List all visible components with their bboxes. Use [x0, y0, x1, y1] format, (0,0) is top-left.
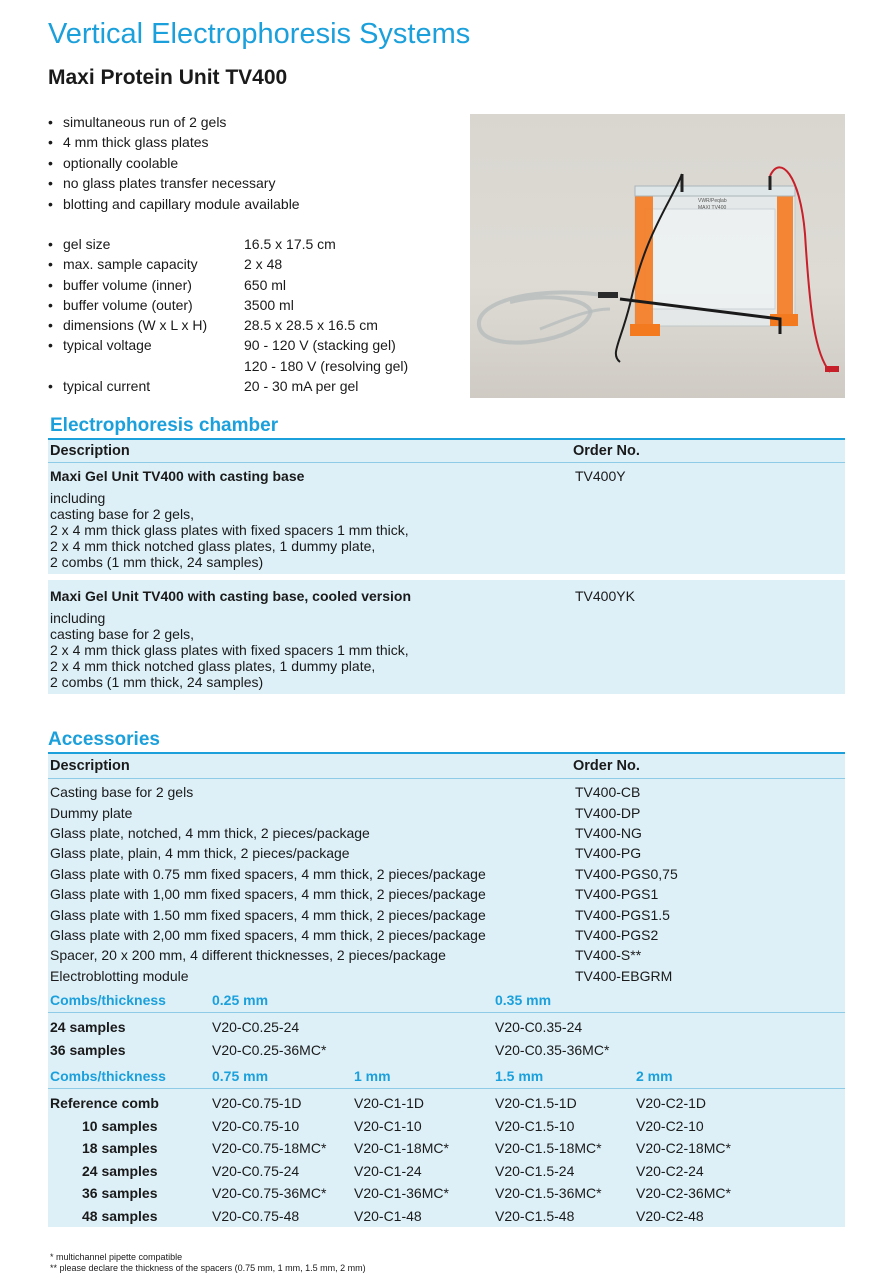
accessory-order-no: TV400-NG: [575, 824, 642, 841]
comb-samples: 36 samples: [50, 1041, 126, 1058]
comb-order-no: V20-C0.75-18MC*: [212, 1140, 327, 1157]
spec-label: • max. sample capacity: [48, 254, 244, 274]
accessory-desc: Spacer, 20 x 200 mm, 4 different thicknesses, 2 pieces/package: [50, 947, 446, 964]
accessories-table-header: [48, 754, 845, 779]
chamber-section-title: Electrophoresis chamber: [50, 415, 279, 436]
product-contents: [50, 490, 843, 570]
comb-order-no: V20-C1-24: [354, 1162, 422, 1179]
comb-order-no: V20-C2-36MC*: [636, 1185, 731, 1202]
feature-item: • optionally coolable: [48, 153, 300, 173]
spec-row: [48, 335, 408, 355]
accessory-desc: Glass plate with 1.50 mm fixed spacers, 4 mm thick, 2 pieces/package: [50, 906, 486, 923]
comb-samples: 36 samples: [82, 1185, 158, 1202]
comb-order-no: V20-C1-1D: [354, 1095, 425, 1112]
comb-order-no: V20-C1.5-24: [495, 1162, 575, 1179]
comb-row: [48, 1159, 845, 1182]
comb-samples: Reference comb: [50, 1095, 159, 1112]
comb-order-no: V20-C0.75-10: [212, 1117, 300, 1134]
comb-order-no: V20-C2-10: [636, 1117, 704, 1134]
content-line: 2 combs (1 mm thick, 24 samples): [50, 554, 264, 570]
combs-col-thickness: 0.75 mm: [212, 1068, 269, 1085]
comb-order-no: V20-C1.5-10: [495, 1117, 575, 1134]
accessory-order-no: TV400-PGS1: [575, 886, 659, 903]
spec-value: 120 - 180 V (resolving gel): [244, 357, 409, 374]
comb-samples: 24 samples: [50, 1019, 126, 1036]
accessory-row: [48, 843, 845, 863]
spec-row: [48, 275, 408, 295]
spec-label: • buffer volume (inner): [48, 275, 244, 295]
feature-item: • 4 mm thick glass plates: [48, 132, 300, 152]
accessories-table: [48, 754, 845, 1227]
page-title: Vertical Electrophoresis Systems: [48, 18, 471, 50]
comb-order-no: V20-C1-10: [354, 1117, 422, 1134]
comb-order-no: V20-C1.5-48: [495, 1207, 575, 1224]
comb-row: [48, 1016, 845, 1039]
product-contents: [50, 610, 843, 690]
product-name: Maxi Gel Unit TV400 with casting base: [50, 468, 305, 484]
combs-header-thin: [48, 989, 845, 1013]
combs-col-thickness: 1.5 mm: [495, 1068, 544, 1085]
spec-label: • buffer volume (outer): [48, 295, 244, 315]
spec-value: 90 - 120 V (stacking gel): [244, 337, 396, 354]
accessory-row: [48, 864, 845, 884]
col-order-no: Order No.: [573, 443, 640, 459]
spec-value: 2 x 48: [244, 256, 283, 273]
content-line: 2 x 4 mm thick glass plates with fixed spacers 1 mm thick,: [50, 642, 409, 658]
comb-row: [48, 1182, 845, 1205]
accessory-order-no: TV400-PGS1.5: [575, 906, 670, 923]
product-order-no: TV400Y: [575, 468, 626, 484]
accessory-desc: Electroblotting module: [50, 967, 189, 984]
feature-item: • no glass plates transfer necessary: [48, 173, 300, 193]
spec-value: 28.5 x 28.5 x 16.5 cm: [244, 317, 378, 334]
product-photo: [470, 114, 845, 398]
combs-col-thickness: 0.35 mm: [495, 992, 552, 1009]
feature-list: [48, 112, 300, 214]
accessory-desc: Glass plate, plain, 4 mm thick, 2 pieces/package: [50, 845, 350, 862]
spec-value: 16.5 x 17.5 cm: [244, 236, 336, 252]
comb-row: [48, 1114, 845, 1137]
accessory-desc: Glass plate with 1,00 mm fixed spacers, 4 mm thick, 2 pieces/package: [50, 886, 486, 903]
content-line: 2 combs (1 mm thick, 24 samples): [50, 674, 264, 690]
spec-label: • dimensions (W x L x H): [48, 315, 244, 335]
accessory-desc: Glass plate with 0.75 mm fixed spacers, 4 mm thick, 2 pieces/package: [50, 865, 486, 882]
comb-row: [48, 1204, 845, 1227]
combs-header-thick: [48, 1065, 845, 1089]
product-subtitle: Maxi Protein Unit TV400: [48, 66, 288, 89]
spec-list: [48, 234, 408, 396]
accessory-row: [48, 966, 845, 986]
feature-item: • simultaneous run of 2 gels: [48, 112, 300, 132]
accessory-order-no: TV400-PGS0,75: [575, 865, 678, 882]
chamber-table: [48, 440, 845, 694]
comb-order-no: V20-C1.5-36MC*: [495, 1185, 602, 1202]
content-line: 2 x 4 mm thick notched glass plates, 1 dummy plate,: [50, 658, 376, 674]
spec-label: [48, 356, 244, 376]
accessory-row: [48, 823, 845, 843]
accessory-order-no: TV400-PG: [575, 845, 642, 862]
comb-samples: 18 samples: [82, 1140, 158, 1157]
footnote: * multichannel pipette compatible: [50, 1252, 183, 1262]
spec-row: [48, 356, 408, 376]
photo-brand-label: VWR/Peqlab: [698, 198, 727, 204]
comb-order-no: V20-C0.75-36MC*: [212, 1185, 327, 1202]
comb-order-no: V20-C2-1D: [636, 1095, 707, 1112]
spec-label: • typical current: [48, 376, 244, 396]
comb-order-no: V20-C1.5-1D: [495, 1095, 577, 1112]
comb-row: [48, 1038, 845, 1061]
accessory-row: [48, 782, 845, 802]
comb-row: [48, 1137, 845, 1160]
accessory-desc: Glass plate, notched, 4 mm thick, 2 pieces/package: [50, 824, 370, 841]
accessory-row: [48, 884, 845, 904]
comb-order-no: V20-C2-18MC*: [636, 1140, 731, 1157]
spec-value: 650 ml: [244, 276, 287, 293]
comb-order-no: V20-C0.25-36MC*: [212, 1041, 327, 1058]
spec-value: 3500 ml: [244, 296, 294, 313]
comb-order-no: V20-C0.35-36MC*: [495, 1041, 610, 1058]
content-line: 2 x 4 mm thick glass plates with fixed spacers 1 mm thick,: [50, 522, 409, 538]
accessory-order-no: TV400-CB: [575, 784, 641, 801]
product-name: Maxi Gel Unit TV400 with casting base, cooled version: [50, 588, 411, 604]
spec-row: [48, 315, 408, 335]
content-line: 2 x 4 mm thick notched glass plates, 1 dummy plate,: [50, 538, 376, 554]
spec-label: • gel size: [48, 234, 244, 254]
comb-order-no: V20-C1-48: [354, 1207, 422, 1224]
col-description: Description: [50, 443, 130, 459]
comb-order-no: V20-C1-18MC*: [354, 1140, 449, 1157]
accessory-order-no: TV400-PGS2: [575, 926, 659, 943]
comb-order-no: V20-C0.35-24: [495, 1019, 583, 1036]
combs-col-thickness: 2 mm: [636, 1068, 673, 1085]
combs-col-thickness: 1 mm: [354, 1068, 391, 1085]
comb-order-no: V20-C1-36MC*: [354, 1185, 449, 1202]
spec-row: [48, 254, 408, 274]
content-line: including: [50, 490, 106, 506]
footnotes: [50, 1252, 366, 1274]
spec-value: 20 - 30 mA per gel: [244, 378, 359, 395]
accessory-row: [48, 945, 845, 965]
accessory-desc: Casting base for 2 gels: [50, 784, 194, 801]
accessory-order-no: TV400-S**: [575, 947, 642, 964]
col-description: Description: [50, 758, 130, 774]
combs-col-label: Combs/thickness: [50, 1068, 166, 1085]
accessory-desc: Glass plate with 2,00 mm fixed spacers, 4 mm thick, 2 pieces/package: [50, 926, 486, 943]
comb-order-no: V20-C0.75-1D: [212, 1095, 302, 1112]
comb-order-no: V20-C2-24: [636, 1162, 704, 1179]
content-line: casting base for 2 gels,: [50, 506, 194, 522]
chamber-product: [48, 580, 845, 694]
spec-row: [48, 234, 408, 254]
accessory-desc: Dummy plate: [50, 804, 133, 821]
comb-samples: 10 samples: [82, 1117, 158, 1134]
content-line: including: [50, 610, 106, 626]
comb-row: [48, 1092, 845, 1115]
content-line: casting base for 2 gels,: [50, 626, 194, 642]
comb-samples: 24 samples: [82, 1162, 158, 1179]
product-order-no: TV400YK: [575, 588, 635, 604]
comb-order-no: V20-C0.75-24: [212, 1162, 300, 1179]
combs-col-label: Combs/thickness: [50, 992, 166, 1009]
footnote: ** please declare the thickness of the spacers (0.75 mm, 1 mm, 1.5 mm, 2 mm): [50, 1263, 366, 1273]
chamber-product: [48, 463, 845, 574]
accessory-row: [48, 802, 845, 822]
spec-row: [48, 376, 408, 396]
chamber-table-header: [48, 440, 845, 463]
spec-row: [48, 295, 408, 315]
accessories-section-title: Accessories: [48, 729, 160, 750]
comb-order-no: V20-C0.75-48: [212, 1207, 300, 1224]
combs-col-thickness: 0.25 mm: [212, 992, 269, 1009]
col-order-no: Order No.: [573, 758, 640, 774]
accessory-order-no: TV400-EBGRM: [575, 967, 673, 984]
spec-label: • typical voltage: [48, 335, 244, 355]
comb-samples: 48 samples: [82, 1207, 158, 1224]
photo-model-label: MAXI TV400: [698, 205, 727, 211]
electrophoresis-unit-illustration: [470, 114, 845, 398]
accessory-row: [48, 925, 845, 945]
comb-order-no: V20-C1.5-18MC*: [495, 1140, 602, 1157]
accessory-row: [48, 904, 845, 924]
feature-item: • blotting and capillary module available: [48, 194, 300, 214]
comb-order-no: V20-C0.25-24: [212, 1019, 300, 1036]
comb-order-no: V20-C2-48: [636, 1207, 704, 1224]
accessory-order-no: TV400-DP: [575, 804, 641, 821]
